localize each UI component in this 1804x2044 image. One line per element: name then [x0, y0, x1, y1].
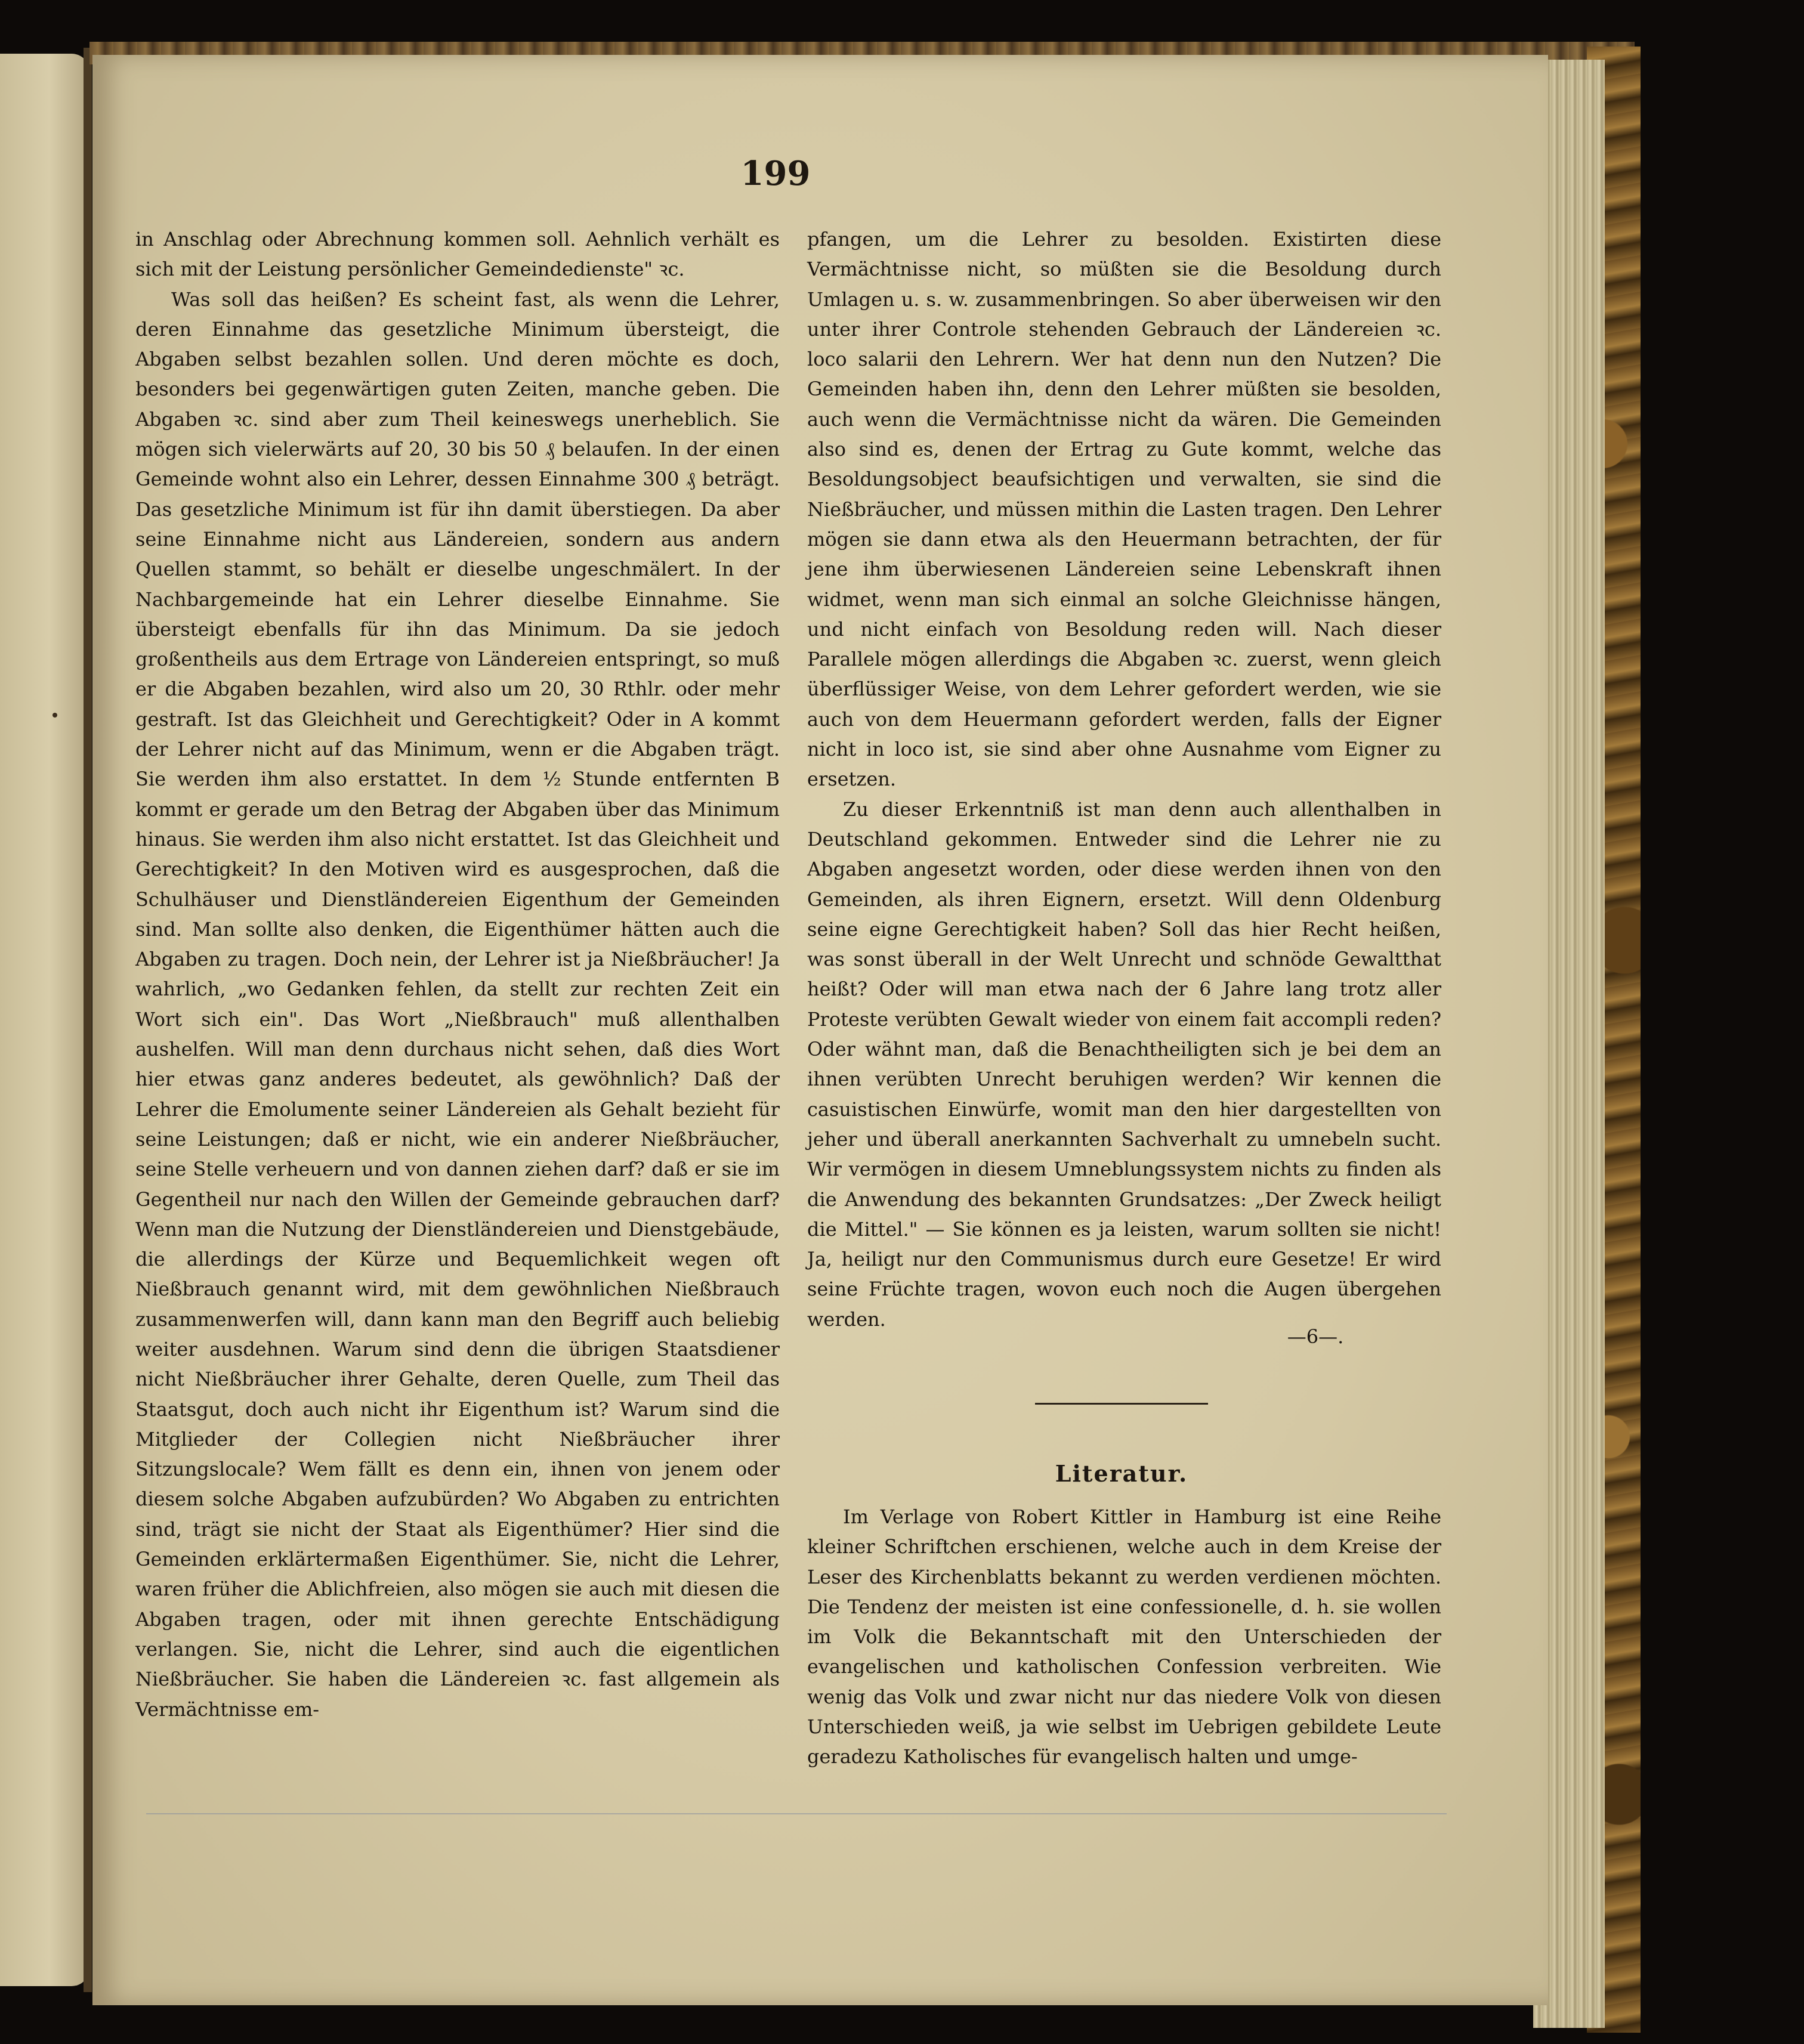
paragraph: pfangen, um die Lehrer zu besolden. Existirten diese Vermächtnisse nicht, so müßten sie die Besoldung durch Umlagen u. s. w. zusammenbringen. So aber überweisen wir den unter ihrer Controle stehenden Gebrauch der Ländereien ꝛc. loco salarii den Lehrern. Wer hat denn nun den Nutzen? Die Gemeinden haben ihn, denn den Lehrer müßten sie besolden, auch wenn die Vermächtnisse nicht da wären. Die Gemeinden also sind es, denen der Ertrag zu Gute kommt, welche das Besoldungsobject beaufsichtigen und verwalten, sie sind die Nießbräucher, und müssen mithin die Lasten tragen. Den Lehrer mögen sie dann etwa als den Heuermann betrachten, der für jene ihm überwiesenen Ländereien seine Lebenskraft ihnen widmet, wenn man sich einmal an solche Gleichnisse hängen, und nicht einfach von Besoldung reden will. Nach dieser Parallele mögen allerdings die Abgaben ꝛc. zuerst, wenn gleich überflüssiger Weise, von dem Lehrer gefordert werden, wie sie auch von dem Heuermann gefordert werden, falls der Eigner nicht in loco ist, sie sind aber ohne Ausnahme vom Eigner zu ersetzen. — [807, 228, 1441, 791]
paragraph: Im Verlage von Robert Kittler in Hamburg ist eine Reihe kleiner Schriftchen erschienen, welche auch in dem Kreise der Leser des Kirchenblatts bekannt zu werden verdienen möchten. Die Tendenz der meisten ist eine confessionelle, d. h. sie wollen im Volk die Bekanntschaft mit den Unterschieden der evangelischen und katholischen Confession verbreiten. Wie wenig das Volk und zwar nicht nur das niedere Volk von diesen Unterschieden weiß, ja wie selbst im Uebrigen gebildete Leute geradezu Katholisches für evangelisch halten und umge- — [807, 1505, 1441, 1768]
paragraph: in Anschlag oder Abrechnung kommen soll. Aehnlich verhält es sich mit der Leistung persönlicher Gemeindedienste" ꝛc. — [135, 228, 780, 281]
ink-spot — [52, 713, 57, 718]
footer-rule — [146, 1813, 1447, 1814]
left-page-edge — [0, 54, 89, 1986]
book-spine — [84, 48, 92, 1992]
section-divider — [1035, 1403, 1208, 1405]
paragraph: Zu dieser Erkenntniß ist man denn auch allenthalben in Deutschland gekommen. Entweder sind die Lehrer nie zu Abgaben angesetzt worden, oder diese werden ihnen von den Gemeinden, als ihren Eignern, ersetzt. Will denn Oldenburg seine eigne Gerechtigkeit haben? Soll das hier Recht heißen, was sonst überall in der Welt Unrecht und schnöde Gewaltthat heißt? Oder will man etwa nach der 6 Jahre lang trotz aller Proteste verübten Gewalt wieder von einem fait accompli reden? Oder wähnt man, daß die Benachtheiligten sich je bei dem an ihnen verübten Unrecht beruhigen werden? Wir kennen die casuistischen Einwürfe, womit man den hier dargestellten von jeher und überall anerkannten Sachverhalt zu umnebeln sucht. Wir vermögen in diesem Umneblungssystem nichts zu finden als die Anwendung des bekannten Grundsatzes: „Der Zweck heiligt die Mittel." — Sie können es ja leisten, warum sollten sie nicht! Ja, heiligt nur den Communismus durch eure Gesetze! Er wird seine Früchte tragen, wovon euch noch die Augen übergehen werden. — [807, 797, 1441, 1331]
left-text-column — [135, 224, 780, 1724]
author-signature: —6—. — [1287, 1325, 1344, 1348]
page-number: 199 — [740, 154, 811, 193]
right-text-column — [807, 224, 1441, 1334]
paragraph: Was soll das heißen? Es scheint fast, als wenn die Lehrer, deren Einnahme das gesetzliche Minimum übersteigt, die Abgaben selbst bezahlen sollen. Und deren möchte es doch, besonders bei gegenwärtigen guten Zeiten, manche geben. Die Abgaben ꝛc. sind aber zum Theil keineswegs unerheblich. Sie mögen sich vielerwärts auf 20, 30 bis 50 ₰ belaufen. In der einen Gemeinde wohnt also ein Lehrer, dessen Einnahme 300 ₰ beträgt. Das gesetzliche Minimum ist für ihn damit überstiegen. Da aber seine Einnahme nicht aus Ländereien, sondern aus andern Quellen stammt, so behält er dieselbe ungeschmälert. In der Nachbargemeinde hat ein Lehrer dieselbe Einnahme. Sie übersteigt ebenfalls für ihn das Minimum. Da sie jedoch großentheils aus dem Ertrage von Ländereien entspringt, so muß er die Abgaben bezahlen, wird also um 20, 30 Rthlr. oder mehr gestraft. Ist das Gleichheit und Gerechtigkeit? Oder in A kommt der Lehrer nicht auf das Minimum, wenn er die Abgaben trägt. Sie werden ihm also erstattet. In dem ½ Stunde entfernten B kommt er gerade um den Betrag der Abgaben über das Minimum hinaus. Sie werden ihm also nicht erstattet. Ist das Gleichheit und Gerechtigkeit? In den Motiven wird es ausgesprochen, daß die Schulhäuser und Dienstländereien Eigenthum der Gemeinden sind. Man sollte also denken, die Eigenthümer hätten auch die Abgaben zu tragen. Doch nein, der Lehrer ist ja Nießbräucher! Ja wahrlich, „wo Gedanken fehlen, da stellt zur rechten Zeit ein Wort sich ein". Das Wort „Nießbrauch" muß allenthalben aushelfen. Will man denn durchaus nicht sehen, daß dies Wort hier etwas ganz anderes bedeutet, als gewöhnlich? Daß der Lehrer die Emolumente seiner Ländereien als Gehalt bezieht für seine Leistungen; daß er nicht, wie ein anderer Nießbräucher, seine Stelle verheuern und von dannen ziehen darf? daß er sie im Gegentheil nur nach den Willen der Gemeinde gebrauchen darf? Wenn man die Nutzung der Dienstländereien und Dienstgebäude, die allerdings der Kürze und Bequemlichkeit wegen oft Nießbrauch genannt wird, mit dem gewöhnlichen Nießbrauch zusammenwerfen will, dann kann man den Begriff auch beliebig weiter ausdehnen. Warum sind denn die übrigen Staatsdiener nicht Nießbräucher ihrer Gehalte, deren Quelle, zum Theil das Staatsgut, doch auch nicht ihr Eigenthum ist? Warum sind die Mitglieder der Collegien nicht Nießbräucher ihrer Sitzungslocale? Wem fällt es denn ein, ihnen von jenem oder diesem solche Abgaben aufzubürden? Wo Abgaben zu entrichten sind, trägt sie nicht der Staat als Eigenthümer? Hier sind die Gemeinden erklärtermaßen Eigenthümer. Sie, nicht die Lehrer, waren früher die Ablichfreien, also mögen sie auch mit diesen die Abgaben tragen, oder mit ihnen gerechte Entschädigung verlangen. Sie, nicht die Lehrer, sind auch die eigentlichen Nießbräucher. Sie haben die Ländereien ꝛc. fast allgemein als Vermächtnisse em- — [135, 287, 780, 1721]
section-heading: Literatur. — [1055, 1460, 1188, 1487]
literatur-section — [807, 1502, 1441, 1772]
